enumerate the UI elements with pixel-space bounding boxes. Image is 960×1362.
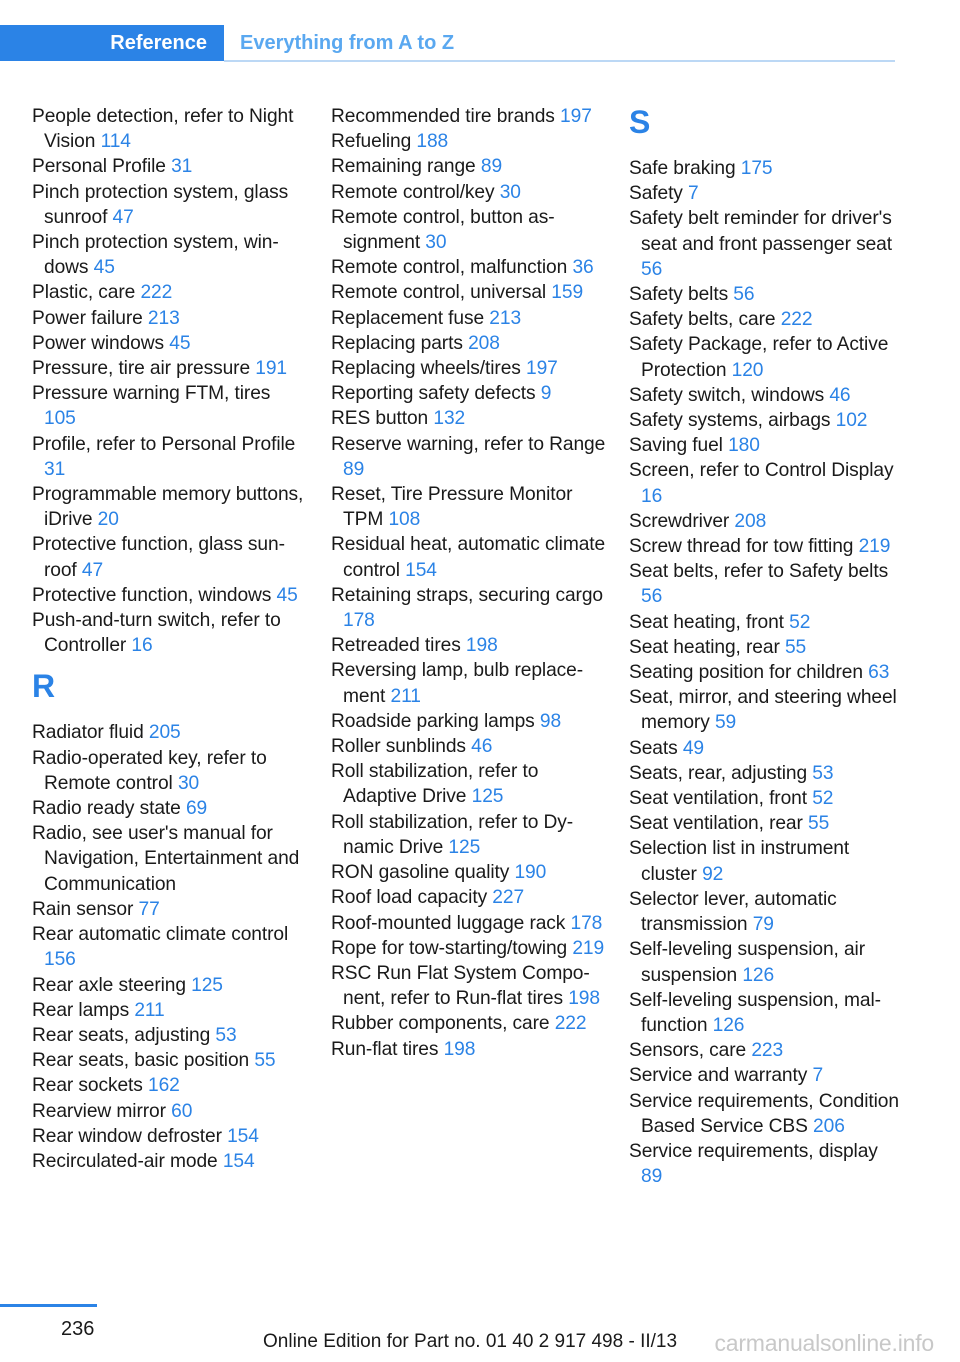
index-column-2 <box>331 104 606 1062</box>
index-page-link[interactable]: 222 <box>140 282 173 304</box>
index-entry <box>32 432 307 482</box>
index-page-link[interactable]: 16 <box>641 485 663 507</box>
index-entry-text: Replacing wheels/tires <box>331 358 521 380</box>
index-entry-text: Service and warranty <box>629 1065 808 1087</box>
index-entry <box>629 937 901 987</box>
index-entry-text: Plastic, care <box>32 282 136 304</box>
index-entry-text: Rear sockets <box>32 1075 143 1097</box>
index-entry-text: Recirculated-air mode <box>32 1150 218 1172</box>
index-entry <box>32 356 307 381</box>
index-page-link[interactable]: 222 <box>780 309 813 331</box>
index-page-link[interactable]: 30 <box>177 772 200 794</box>
index-entry-text: Seat ventilation, rear <box>629 813 803 835</box>
index-entry-text: Radio-operated key, refer to Remote control <box>32 747 267 794</box>
index-entry <box>32 746 307 796</box>
index-entry <box>629 836 901 886</box>
index-entry <box>629 1139 901 1189</box>
index-entry-text: Safe braking <box>629 158 736 179</box>
index-entry-text: Screw thread for tow fitting <box>629 536 854 558</box>
index-page-link[interactable]: 178 <box>570 912 603 934</box>
index-entry-text: Safety switch, windows <box>629 384 825 406</box>
index-entry <box>331 205 606 255</box>
index-entry <box>331 180 606 205</box>
index-entry-text: Seat, mirror, and steering wheel memory <box>629 687 897 734</box>
index-entry-text: Service requirements, display <box>629 1140 878 1162</box>
index-entry <box>32 821 307 897</box>
index-entry <box>331 154 606 179</box>
index-letter-heading: R <box>32 668 56 705</box>
index-entry-text: Selection list in instrument cluster <box>629 838 850 885</box>
index-entry <box>32 998 307 1023</box>
index-entry <box>32 608 307 658</box>
index-entry <box>629 332 901 382</box>
index-entry-text: Pressure warning FTM, tires <box>32 383 271 405</box>
index-entry-text: Run-flat tires <box>331 1038 439 1060</box>
index-entry-text: Remote control/key <box>331 181 495 203</box>
index-entry <box>331 860 606 885</box>
index-entry <box>331 734 606 759</box>
index-entry-text: Screen, refer to Control Display <box>629 460 894 482</box>
index-entry-text: Roll stabilization, refer to Adaptive Drive <box>331 761 539 808</box>
index-entry <box>32 973 307 998</box>
index-entry-text: Roller sunblinds <box>331 736 466 758</box>
index-page-link[interactable]: 126 <box>712 1014 745 1036</box>
index-page-link[interactable]: 126 <box>742 964 775 986</box>
index-entry <box>331 129 606 154</box>
index-entry <box>629 635 901 660</box>
index-page-link[interactable]: 89 <box>641 1166 663 1188</box>
index-page-link[interactable]: 213 <box>147 307 180 329</box>
index-page-link[interactable]: 162 <box>148 1075 180 1097</box>
index-entry <box>629 1089 901 1139</box>
index-page-link[interactable]: 30 <box>425 232 447 254</box>
index-entry-text: RON gasoline quality <box>331 862 510 884</box>
index-column-1 <box>32 104 307 1174</box>
index-page-link[interactable]: 154 <box>405 559 437 581</box>
index-entry <box>32 1149 307 1174</box>
index-entry <box>629 383 901 408</box>
index-page-link[interactable]: 55 <box>808 813 830 835</box>
index-page-link[interactable]: 45 <box>276 584 298 606</box>
index-entry <box>629 988 901 1038</box>
edition-text: Online Edition for Part no. 01 40 2 917 498 - II/13 <box>263 1331 678 1352</box>
index-entry <box>32 1073 307 1098</box>
index-page-link[interactable]: 45 <box>169 332 191 354</box>
index-page-link[interactable]: 211 <box>134 999 165 1021</box>
index-entry-text: Reversing lamp, bulb replacement <box>331 660 584 707</box>
index-entry-text: Selector lever, automatic transmission <box>629 888 837 936</box>
index-entry <box>331 280 606 305</box>
index-entry-text: Retaining straps, securing cargo <box>331 584 603 606</box>
index-entry <box>629 433 901 458</box>
index-entry-text: RES button <box>331 408 429 430</box>
index-entry-text: Seat heating, rear <box>629 636 780 658</box>
index-page-link[interactable]: 45 <box>93 257 115 279</box>
index-entry-text: Reporting safety defects <box>331 383 536 405</box>
index-entry-text: Rearview mirror <box>32 1100 166 1122</box>
index-entry <box>629 559 901 609</box>
index-page-link[interactable]: 69 <box>185 798 208 820</box>
index-entry-text: Retreaded tires <box>331 635 461 657</box>
index-entry-text: Rear seats, adjusting <box>32 1024 211 1046</box>
index-page-link[interactable]: 198 <box>465 635 498 657</box>
index-entry-text: Seat heating, front <box>629 611 784 633</box>
index-entry <box>331 1037 606 1062</box>
index-page-link[interactable]: 60 <box>171 1100 193 1122</box>
index-entry <box>32 1023 307 1048</box>
index-page-link[interactable]: 47 <box>81 559 104 581</box>
index-entry-text: Rear seats, basic position <box>32 1050 250 1072</box>
section-tab-reference[interactable]: Reference <box>0 25 224 61</box>
index-entry-text: Remote control, universal <box>331 282 547 304</box>
index-entry <box>32 897 307 922</box>
index-entry-text: Radio, see user's manual for Navigation, Entertainment and Communication <box>32 823 300 895</box>
index-entry <box>331 306 606 331</box>
index-entry <box>629 1038 901 1063</box>
index-page-link[interactable]: 56 <box>641 586 663 608</box>
index-entry <box>32 532 307 582</box>
index-page-link[interactable]: 98 <box>539 710 562 732</box>
index-entry <box>331 104 606 129</box>
index-entry-text: Personal Profile <box>32 156 166 178</box>
index-entry <box>331 1011 606 1036</box>
index-entry <box>331 331 606 356</box>
index-entry-text: Rear window defroster <box>32 1125 222 1147</box>
index-entry <box>629 887 901 937</box>
index-page-link[interactable]: 56 <box>733 284 755 306</box>
index-page-link[interactable]: 114 <box>100 131 131 153</box>
index-entry-text: Programmable memory buttons, iDrive <box>32 484 304 531</box>
index-entry-text: Seating position for children <box>629 662 863 684</box>
index-entry-text: Power failure <box>32 307 143 329</box>
index-page-link[interactable]: 55 <box>254 1050 276 1072</box>
index-entry-text: Reset, Tire Pressure Monitor TPM <box>331 484 573 531</box>
index-page-link[interactable]: 55 <box>784 636 807 658</box>
index-entry-text: Remaining range <box>331 156 476 178</box>
index-page-link[interactable]: 223 <box>751 1040 784 1062</box>
index-page-link[interactable]: 30 <box>499 181 521 203</box>
index-entry-text: Pressure, tire air pressure <box>32 358 251 380</box>
index-entry-text: Rear automatic climate control <box>32 924 289 946</box>
index-page-link[interactable]: 154 <box>222 1150 255 1172</box>
page-number: 236 <box>61 1318 95 1340</box>
index-page-link[interactable]: 53 <box>812 762 834 784</box>
index-entry-text: Saving fuel <box>629 435 723 457</box>
index-page-link[interactable]: 52 <box>812 788 834 810</box>
index-page-link[interactable]: 198 <box>568 988 600 1010</box>
header-bar <box>0 25 895 62</box>
index-page-link[interactable]: 125 <box>448 836 481 858</box>
index-entry-text: Profile, refer to Personal Profile <box>32 433 296 455</box>
index-page-link[interactable]: 108 <box>388 509 421 531</box>
index-page-link[interactable]: 206 <box>813 1115 845 1137</box>
index-entry <box>331 255 606 280</box>
index-entry-text: Seat ventilation, front <box>629 788 807 810</box>
index-entry-text: Self-leveling suspension, air suspension <box>629 939 866 986</box>
index-entry-text: Replacement fuse <box>331 307 485 329</box>
index-entry-text: Seats, rear, adjusting <box>629 762 808 784</box>
index-page-link[interactable]: 46 <box>829 384 851 406</box>
index-page-link[interactable]: 56 <box>641 258 663 280</box>
index-page-link[interactable]: 52 <box>789 611 811 633</box>
index-page-link[interactable]: 49 <box>682 737 704 759</box>
index-entry-text: Radiator fluid <box>32 722 144 744</box>
index-entry-text: RSC Run Flat System Component, refer to Run-flat tires <box>331 962 590 1010</box>
index-entry-text: Remote control, button assignment <box>331 206 555 254</box>
index-page-link[interactable]: 205 <box>148 722 181 744</box>
index-page-link[interactable]: 197 <box>526 358 558 380</box>
index-page-link[interactable]: 180 <box>728 435 760 457</box>
index-page-link[interactable]: 120 <box>731 359 764 381</box>
index-page-link[interactable]: 197 <box>560 106 592 127</box>
index-page-link[interactable]: 125 <box>191 974 223 996</box>
index-entry-text: Roof load capacity <box>331 887 488 909</box>
index-page-link[interactable]: 59 <box>714 712 737 734</box>
index-entry <box>629 660 901 685</box>
index-entry-text: People detection, refer to Night Vision <box>32 106 294 153</box>
index-entry-text: Recommended tire brands <box>331 106 555 127</box>
index-entry-text: Roof-mounted luggage rack <box>331 912 566 934</box>
index-entry <box>32 104 307 154</box>
index-entry-text: Reserve warning, refer to Range <box>331 433 606 455</box>
index-entry <box>629 811 901 836</box>
index-entry-text: Safety Package, refer to Active Protection <box>629 334 889 381</box>
index-entry-text: Refueling <box>331 131 412 153</box>
index-entry <box>629 307 901 332</box>
index-entry <box>331 961 606 1011</box>
index-entry <box>331 406 606 431</box>
index-page-link[interactable]: 190 <box>514 862 547 884</box>
index-entry <box>32 331 307 356</box>
index-entry-text: Sensors, care <box>629 1040 747 1062</box>
index-page-link[interactable]: 125 <box>471 786 504 808</box>
index-entry <box>331 709 606 734</box>
index-entry-text: Safety belts <box>629 284 729 306</box>
index-entry-text: Safety belts, care <box>629 309 776 331</box>
index-entry <box>629 181 901 206</box>
index-entry <box>331 936 606 961</box>
watermark: carmanualsonline.info <box>714 1330 934 1356</box>
index-page-link[interactable]: 16 <box>131 635 153 657</box>
index-entry-text: Push-and-turn switch, refer to Controller <box>32 610 281 657</box>
index-entry-text: Residual heat, automatic climate control <box>331 534 606 581</box>
index-entry <box>629 736 901 761</box>
index-page-link[interactable]: 7 <box>688 183 699 205</box>
index-entry-text: Service requirements, Condition Based Service CBS <box>629 1090 899 1137</box>
index-entry <box>629 156 901 181</box>
index-entry <box>629 206 901 282</box>
index-entry-text: Pinch protection system, glass sunroof <box>32 181 289 228</box>
index-page-link[interactable]: 159 <box>551 282 584 304</box>
index-entry-text: Rubber components, care <box>331 1013 550 1035</box>
index-entry <box>331 381 606 406</box>
index-page-link[interactable]: 222 <box>554 1013 587 1035</box>
index-page-link[interactable]: 198 <box>443 1038 476 1060</box>
index-entry-text: Protective function, windows <box>32 584 272 606</box>
index-page-link[interactable]: 47 <box>112 206 134 228</box>
index-page-link[interactable]: 7 <box>812 1065 824 1087</box>
index-entry <box>32 1048 307 1073</box>
index-page-link[interactable]: 63 <box>868 662 890 684</box>
index-page-link[interactable]: 31 <box>171 156 193 178</box>
index-entry <box>331 633 606 658</box>
index-page-link[interactable]: 92 <box>702 863 724 885</box>
index-entry <box>629 786 901 811</box>
index-entry-text: Radio ready state <box>32 798 181 820</box>
index-entry-text: Remote control, malfunction <box>331 257 568 279</box>
index-entry-text: Protective function, glass sunroof <box>32 534 285 581</box>
index-entry-text: Screwdriver <box>629 510 730 532</box>
index-entry <box>629 685 901 735</box>
index-page-link[interactable]: 36 <box>572 257 594 279</box>
index-entry <box>629 282 901 307</box>
index-entry <box>629 458 901 508</box>
index-entry-text: Safety systems, airbags <box>629 410 831 432</box>
index-page-link[interactable]: 188 <box>416 131 449 153</box>
index-page-link[interactable]: 9 <box>540 383 552 405</box>
index-entry <box>331 532 606 582</box>
index-entry <box>32 306 307 331</box>
index-entry <box>32 381 307 431</box>
index-page-link[interactable]: 79 <box>752 914 774 936</box>
index-entry <box>32 583 307 608</box>
index-entry <box>331 583 606 633</box>
index-entry-text: Self-leveling suspension, malfunction <box>629 989 881 1036</box>
index-page-link[interactable]: 105 <box>44 408 76 430</box>
index-entry <box>629 534 901 559</box>
index-page-link[interactable]: 178 <box>343 610 375 632</box>
index-entry <box>629 761 901 786</box>
index-entry-text: Seats <box>629 737 678 759</box>
index-page-link[interactable]: 219 <box>572 937 605 959</box>
index-entry <box>32 1124 307 1149</box>
index-entry-text: Rear lamps <box>32 999 130 1021</box>
index-page-link[interactable]: 211 <box>390 685 421 707</box>
index-page-link[interactable]: 154 <box>227 1125 259 1147</box>
section-title: Everything from A to Z <box>240 32 455 54</box>
index-entry <box>32 230 307 280</box>
index-page-link[interactable]: 219 <box>858 536 891 558</box>
footer-rule <box>0 1304 97 1307</box>
index-entry-text: Rope for tow-starting/towing <box>331 937 568 959</box>
index-page-link[interactable]: 208 <box>734 510 767 532</box>
index-page-link[interactable]: 31 <box>44 458 66 480</box>
index-page-link[interactable]: 132 <box>433 408 466 430</box>
index-entry <box>32 154 307 179</box>
index-page-link[interactable]: 213 <box>489 307 522 329</box>
header-rule <box>224 60 895 62</box>
index-entry <box>331 658 606 708</box>
index-entry <box>32 1099 307 1124</box>
index-letter-heading: S <box>629 104 651 140</box>
index-page-link[interactable]: 20 <box>97 509 119 531</box>
index-entry <box>331 911 606 936</box>
index-page-link[interactable]: 77 <box>138 898 160 920</box>
index-column-3 <box>629 104 901 1189</box>
index-page-link[interactable]: 89 <box>343 458 365 480</box>
index-entry <box>32 720 307 745</box>
index-entry <box>32 180 307 230</box>
index-entry <box>32 922 307 972</box>
index-entry-text: Seat belts, refer to Safety belts <box>629 561 889 583</box>
index-entry-text: Rain sensor <box>32 898 134 920</box>
index-entry-text: Roll stabilization, refer to Dynamic Drive <box>331 811 574 858</box>
index-entry <box>32 482 307 532</box>
index-entry-text: Roadside parking lamps <box>331 710 535 732</box>
index-entry <box>32 796 307 821</box>
index-entry <box>32 280 307 305</box>
index-entry-text: Safety <box>629 183 683 205</box>
index-entry <box>331 885 606 910</box>
index-entry <box>331 482 606 532</box>
index-entry-text: Power windows <box>32 332 165 354</box>
index-entry <box>331 356 606 381</box>
index-page-link[interactable]: 46 <box>471 736 493 758</box>
index-page-link[interactable]: 156 <box>44 949 76 971</box>
index-page-link[interactable]: 53 <box>215 1024 237 1046</box>
index-entry <box>331 432 606 482</box>
index-entry-text: Rear axle steering <box>32 974 186 996</box>
index-page-link[interactable]: 227 <box>492 887 525 909</box>
index-entry-text: Pinch protection system, windows <box>32 232 279 279</box>
index-entry-text: Replacing parts <box>331 332 463 354</box>
index-entry <box>331 759 606 809</box>
index-entry <box>629 1063 901 1088</box>
index-page-link[interactable]: 102 <box>835 410 868 432</box>
index-page-link[interactable]: 175 <box>740 158 773 179</box>
index-page-link[interactable]: 89 <box>480 156 503 178</box>
index-page-link[interactable]: 208 <box>468 332 500 354</box>
index-entry <box>629 610 901 635</box>
index-entry-text: Safety belt reminder for driver's seat and front passenger seat <box>629 208 892 255</box>
index-entry <box>629 408 901 433</box>
index-entry <box>629 509 901 534</box>
index-entry <box>331 810 606 860</box>
index-page-link[interactable]: 191 <box>255 358 287 380</box>
